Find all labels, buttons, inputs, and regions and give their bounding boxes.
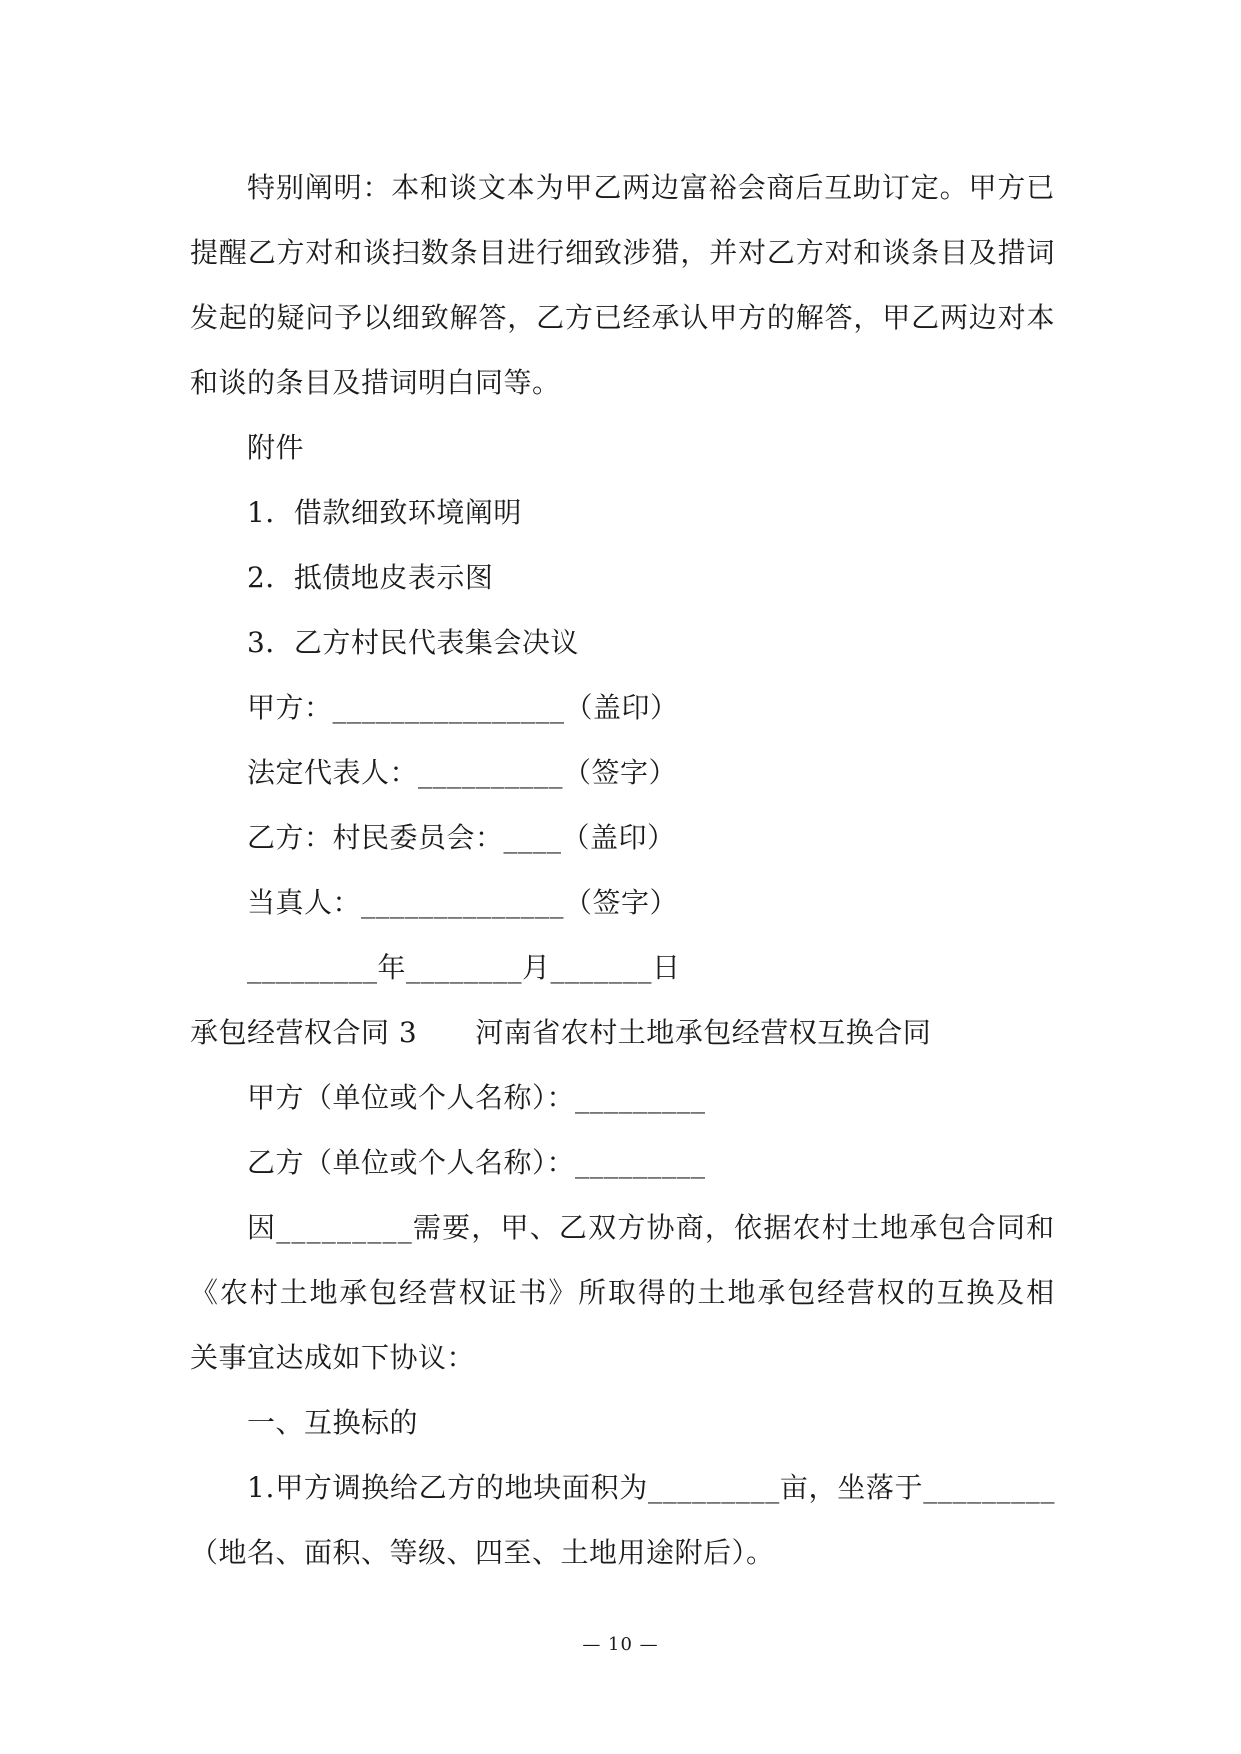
attachments-heading: 附件 — [247, 431, 305, 464]
attachment-item: 3．乙方村民代表集会决议 — [247, 626, 579, 659]
signature-party-b: 乙方：村民委员会：____（盖印） — [247, 821, 676, 854]
contract-title: 河南省农村土地承包经营权互换合同 — [475, 1016, 932, 1049]
party-a-line: 甲方（单位或个人名称）：_________ — [247, 1081, 706, 1114]
signature-date: _________年________月_______日 — [247, 951, 681, 984]
statement-line: 发 起 的 疑 问 予 以 细 致 解 答 ， 乙 方 已 经 承 认 甲 方 的 解 答 ， 甲 乙 两 边 对 本 — [190, 301, 1055, 334]
page-content — [190, 155, 1055, 1585]
statement-line: 特 别 阐 明 ： 本 和 谈 文 本 为 甲 乙 两 边 富 裕 会 商 后 互 助 订 定 。 甲 方 已 — [247, 171, 1055, 204]
page-number: — 10 — — [582, 1634, 659, 1655]
party-b-line: 乙方（单位或个人名称）：_________ — [247, 1146, 706, 1179]
signature-party-a: 甲方：________________（盖印） — [247, 691, 679, 724]
statement-line: 提 醒 乙 方 对 和 谈 扫 数 条 目 进 行 细 致 涉 猎 ， 并 对 乙 方 对 和 谈 条 目 及 措 词 — [190, 236, 1055, 269]
item-line: 1 . 甲 方 调 换 给 乙 方 的 地 块 面 积 为 _ _ _ _ _ _ _ _ _ 亩 ， 坐 落 于 _ _ _ _ _ _ _ _ _ — [247, 1471, 1055, 1504]
item-line: （地名、面积、等级、四至、土地用途附后）。 — [190, 1536, 775, 1569]
attachment-item: 2．抵债地皮表示图 — [247, 561, 494, 594]
intro-line: 因 _ _ _ _ _ _ _ _ _ 需 要 ， 甲 、 乙 双 方 协 商 ， 依 据 农 村 土 地 承 包 合 同 和 — [247, 1211, 1055, 1244]
section-heading: 一、互换标的 — [247, 1406, 419, 1439]
intro-line: 关事宜达成如下协议： — [190, 1341, 476, 1374]
signature-responsible: 当真人：______________（签字） — [247, 886, 679, 919]
signature-legal-rep: 法定代表人：__________（签字） — [247, 756, 678, 789]
contract-heading — [190, 1000, 1055, 1065]
attachment-item: 1．借款细致环境阐明 — [247, 496, 522, 529]
section-label: 承包经营权合同 3 — [190, 1016, 418, 1049]
intro-line: 《 农 村 土 地 承 包 经 营 权 证 书 》 所 取 得 的 土 地 承 包 经 营 权 的 互 换 及 相 — [190, 1276, 1055, 1309]
statement-line: 和谈的条目及措词明白同等。 — [190, 366, 561, 399]
